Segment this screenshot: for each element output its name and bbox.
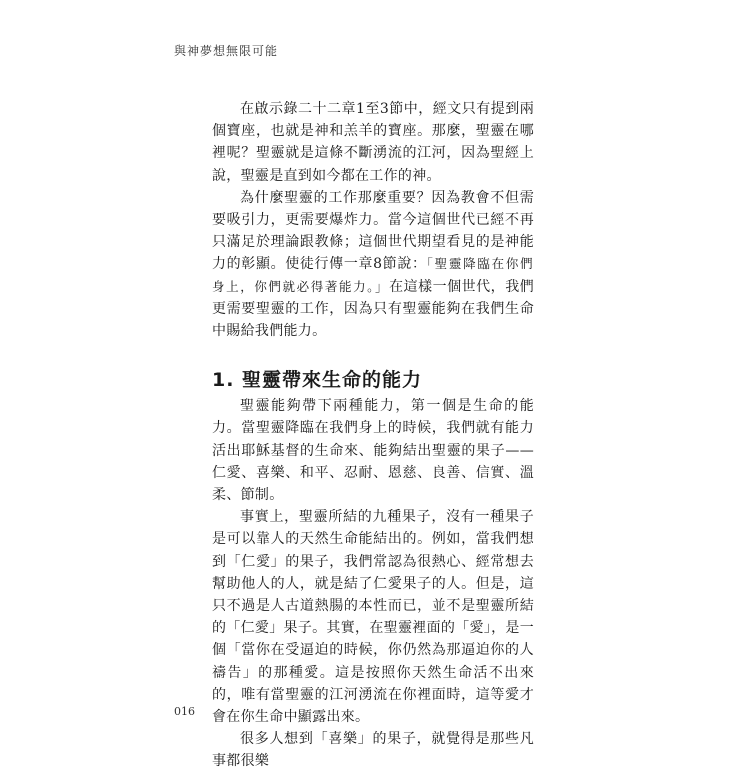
paragraph-2 [212,187,534,342]
paragraph-4-quote: 「當你在受逼迫的時候，你仍然為那逼迫你的人禱告」 [212,642,534,681]
paragraph-4-start: 事實上，聖靈所結的九種果子，沒有一種果子是可以靠人的天然生命能結出的。例如，當我們想到「仁愛」的果子，我們常認為很熱心、經常想去幫助他人的人，就是結了仁愛果子的人。但是，這只不過是人古道熱腸的本性而已，並不是聖靈所結的「仁愛」果子。其實，在聖靈裡面的「愛」，是一個 [212,509,534,659]
paragraph-5: 很多人想到「喜樂」的果子，就覺得是那些凡事都很樂 [212,731,534,770]
paragraph-4-end: 的那種愛。這是按照你天然生命活不出來的，唯有當聖靈的江河湧流在你裡面時，這等愛才會在你生命中顯露出來。 [212,664,534,726]
paragraph-4 [212,506,534,728]
paragraph-3: 聖靈能夠帶下兩種能力，第一個是生命的能力。當聖靈降臨在我們身上的時候，我們就有能力活出耶穌基督的生命來、能夠結出聖靈的果子——仁愛、喜樂、和平、忍耐、恩慈、良善、信實、溫柔、節制。 [212,398,534,504]
section-heading: 1. 聖靈帶來生命的能力 [212,369,423,392]
paragraph-2-start: 為什麼聖靈的工作那麼重要？因為教會不但需要吸引力，更需要爆炸力。當今這個世代已經不再只滿足於理論跟教條；這個世代期望看見的是神能力的彰顯。使徒行傳一章8節說： [212,189,534,273]
scripture-quote: 「聖靈降臨在你們身上，你們就必得著能力。」 [212,256,535,294]
paragraph-1: 在啟示錄二十二章1至3節中，經文只有提到兩個寶座，也就是神和羔羊的寶座。那麼，聖靈在哪裡呢？聖靈就是這條不斷湧流的江河，因為聖經上說，聖靈是直到如今都在工作的神。 [212,101,534,184]
running-header: 與神夢想無限可能 [174,44,279,58]
body-text [212,98,534,773]
paragraph-2-end: 在這樣一個世代，我們更需要聖靈的工作，因為只有聖靈能夠在我們生命中賜給我們能力。 [212,278,535,340]
page-number: 016 [174,705,195,718]
